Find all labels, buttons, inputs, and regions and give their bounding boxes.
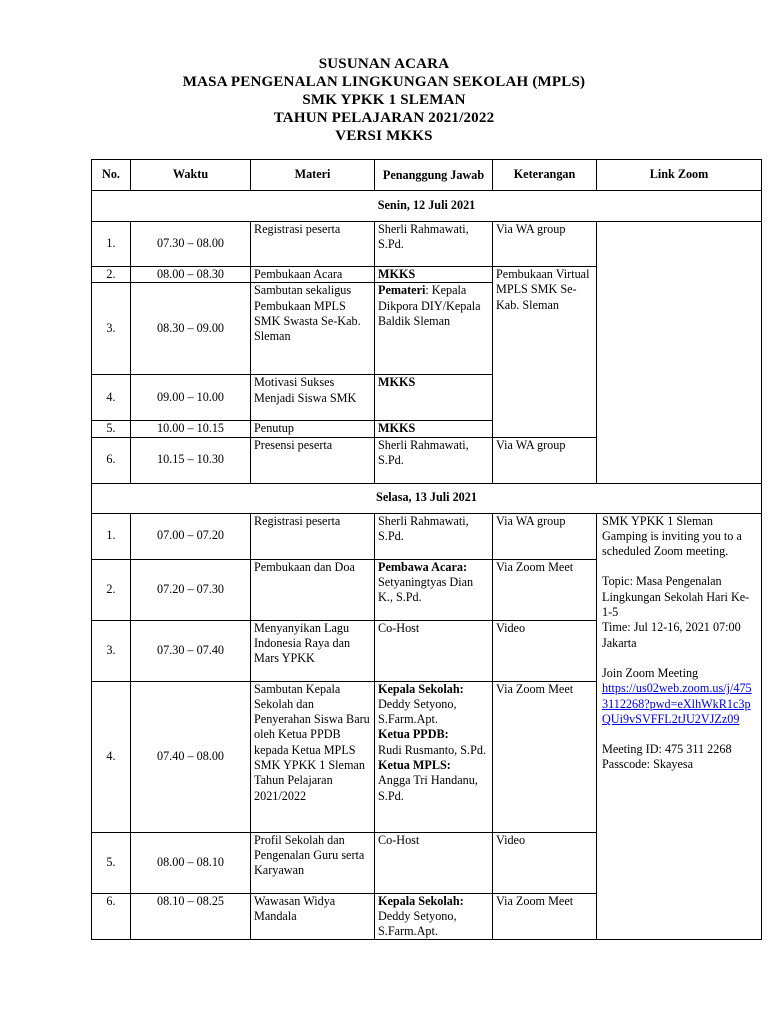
row-materi: Penutup <box>251 421 375 437</box>
zoom-join-label: Join Zoom Meeting <box>602 665 699 680</box>
schedule-table <box>91 159 762 940</box>
zoom-link[interactable]: https://us02web.zoom.us/j/4753112268?pwd=eXlhWkR1c3pQUi9vSVFFL2tJU2VJZz09 <box>602 681 752 726</box>
row-time: 08.30 – 09.00 <box>131 283 251 375</box>
col-header-pj: Penanggung Jawab <box>375 160 493 191</box>
row-time: 09.00 – 10.00 <box>131 375 251 421</box>
pj-bold: MKKS <box>378 267 416 281</box>
row-time: 10.15 – 10.30 <box>131 437 251 483</box>
row-pj: Co-Host <box>375 832 493 893</box>
row-pj: Sherli Rahmawati, S.Pd. <box>375 513 493 559</box>
col-header-zoom: Link Zoom <box>597 160 762 191</box>
row-materi: Motivasi Sukses Menjadi Siswa SMK <box>251 375 375 421</box>
pj-text: Deddy Setyono, S.Farm.Apt. <box>378 696 457 727</box>
row-ket: Via WA group <box>493 513 597 559</box>
row-pj <box>375 283 493 375</box>
day-label: Selasa, 13 Juli 2021 <box>92 483 762 513</box>
table-row <box>92 222 762 267</box>
row-time: 07.30 – 07.40 <box>131 620 251 681</box>
col-header-ket: Keterangan <box>493 160 597 191</box>
row-no: 1. <box>92 513 131 559</box>
pj-bold: Kepala Sekolah: <box>378 893 464 908</box>
row-pj: Sherli Rahmawati, S.Pd. <box>375 437 493 483</box>
row-materi: Menyanyikan Lagu Indonesia Raya dan Mars YPKK <box>251 620 375 681</box>
day-row <box>92 191 762 222</box>
row-ket: Via Zoom Meet <box>493 893 597 940</box>
row-no: 4. <box>92 375 131 421</box>
row-no: 5. <box>92 832 131 893</box>
row-no: 3. <box>92 283 131 375</box>
pj-text: Angga Tri Handanu, S.Pd. <box>378 773 478 803</box>
zoom-time: Time: Jul 12-16, 2021 07:00 Jakarta <box>602 620 741 650</box>
row-pj <box>375 559 493 620</box>
row-pj <box>375 267 493 283</box>
row-time: 08.00 – 08.10 <box>131 832 251 893</box>
title-line-3: SMK YPKK 1 SLEMAN <box>302 92 466 108</box>
row-ket: Via WA group <box>493 222 597 267</box>
row-time: 07.30 – 08.00 <box>131 222 251 267</box>
row-no: 3. <box>92 620 131 681</box>
zoom-meeting-id: Meeting ID: 475 311 2268 <box>602 742 732 757</box>
pj-bold: Pembawa Acara: <box>378 559 468 574</box>
title-line-4: TAHUN PELAJARAN 2021/2022 <box>273 110 495 126</box>
row-time: 08.00 – 08.30 <box>131 267 251 283</box>
row-materi: Profil Sekolah dan Pengenalan Guru serta Karyawan <box>251 832 375 893</box>
row-materi: Wawasan Widya Mandala <box>251 893 375 940</box>
zoom-topic: Topic: Masa Pengenalan Lingkungan Sekolah Hari Ke- 1-5 <box>602 574 750 620</box>
row-ket: Via Zoom Meet <box>493 559 597 620</box>
row-materi: Presensi peserta <box>251 437 375 483</box>
row-materi: Registrasi peserta <box>251 222 375 267</box>
row-time: 10.00 – 10.15 <box>131 421 251 437</box>
col-header-materi: Materi <box>251 160 375 191</box>
row-pj: Sherli Rahmawati, S.Pd. <box>375 222 493 267</box>
row-materi: Sambutan Kepala Sekolah dan Penyerahan Siswa Baru oleh Ketua PPDB kepada Ketua MPLS SMK YPKK 1 Sleman Tahun Pelajaran 2021/2022 <box>251 681 375 832</box>
row-pj <box>375 421 493 437</box>
row-ket: Video <box>493 832 597 893</box>
row-materi: Pembukaan dan Doa <box>251 559 375 620</box>
row-no: 2. <box>92 267 131 283</box>
pj-bold: Ketua MPLS: <box>378 758 451 773</box>
row-materi: Registrasi peserta <box>251 513 375 559</box>
day-row <box>92 483 762 513</box>
title-line-2: MASA PENGENALAN LINGKUNGAN SEKOLAH (MPLS) <box>182 74 586 90</box>
row-ket: Via Zoom Meet <box>493 681 597 832</box>
row-no: 1. <box>92 222 131 267</box>
row-materi: Pembukaan Acara <box>251 267 375 283</box>
pj-bold: MKKS <box>378 375 416 390</box>
pj-text: Setyaningtyas Dian K., S.Pd. <box>378 574 474 605</box>
row-pj: Co-Host <box>375 620 493 681</box>
row-no: 2. <box>92 559 131 620</box>
table-row <box>92 513 762 559</box>
row-time: 08.10 – 08.25 <box>131 893 251 940</box>
pj-bold: Kepala Sekolah: <box>378 681 464 696</box>
title-line-5: VERSI MKKS <box>335 128 433 144</box>
row-pj <box>375 681 493 832</box>
pj-text: : Kepala Dikpora DIY/Kepala Baldik Sleman <box>378 283 481 328</box>
zoom-invite <box>597 513 762 940</box>
row-pj <box>375 375 493 421</box>
row-ket: Pembukaan Virtual MPLS SMK Se-Kab. Sleman <box>493 267 597 438</box>
table-header-row <box>92 160 762 191</box>
zoom-intro: SMK YPKK 1 Sleman Gamping is inviting you to a scheduled Zoom meeting. <box>602 513 742 559</box>
row-ket: Via WA group <box>493 437 597 483</box>
row-ket: Video <box>493 620 597 681</box>
row-no: 6. <box>92 437 131 483</box>
pj-text: Rudi Rusmanto, S.Pd. <box>378 742 487 757</box>
zoom-passcode: Passcode: Skayesa <box>602 757 694 772</box>
pj-bold: Pemateri <box>378 283 426 298</box>
row-materi: Sambutan sekaligus Pembukaan MPLS SMK Swasta Se-Kab. Sleman <box>251 283 375 375</box>
title-line-1: SUSUNAN ACARA <box>318 56 450 72</box>
row-time: 07.40 – 08.00 <box>131 681 251 832</box>
row-no: 4. <box>92 681 131 832</box>
pj-bold: MKKS <box>378 421 416 436</box>
row-pj <box>375 893 493 940</box>
row-time: 07.00 – 07.20 <box>131 513 251 559</box>
day-label: Senin, 12 Juli 2021 <box>92 191 762 222</box>
pj-text: Deddy Setyono, S.Farm.Apt. <box>378 908 457 939</box>
document-title <box>0 55 768 145</box>
row-no: 5. <box>92 421 131 437</box>
col-header-no: No. <box>92 160 131 191</box>
row-zoom-empty <box>597 222 762 484</box>
row-time: 07.20 – 07.30 <box>131 559 251 620</box>
pj-bold: Ketua PPDB: <box>378 727 449 742</box>
col-header-waktu: Waktu <box>131 160 251 191</box>
row-no: 6. <box>92 893 131 940</box>
